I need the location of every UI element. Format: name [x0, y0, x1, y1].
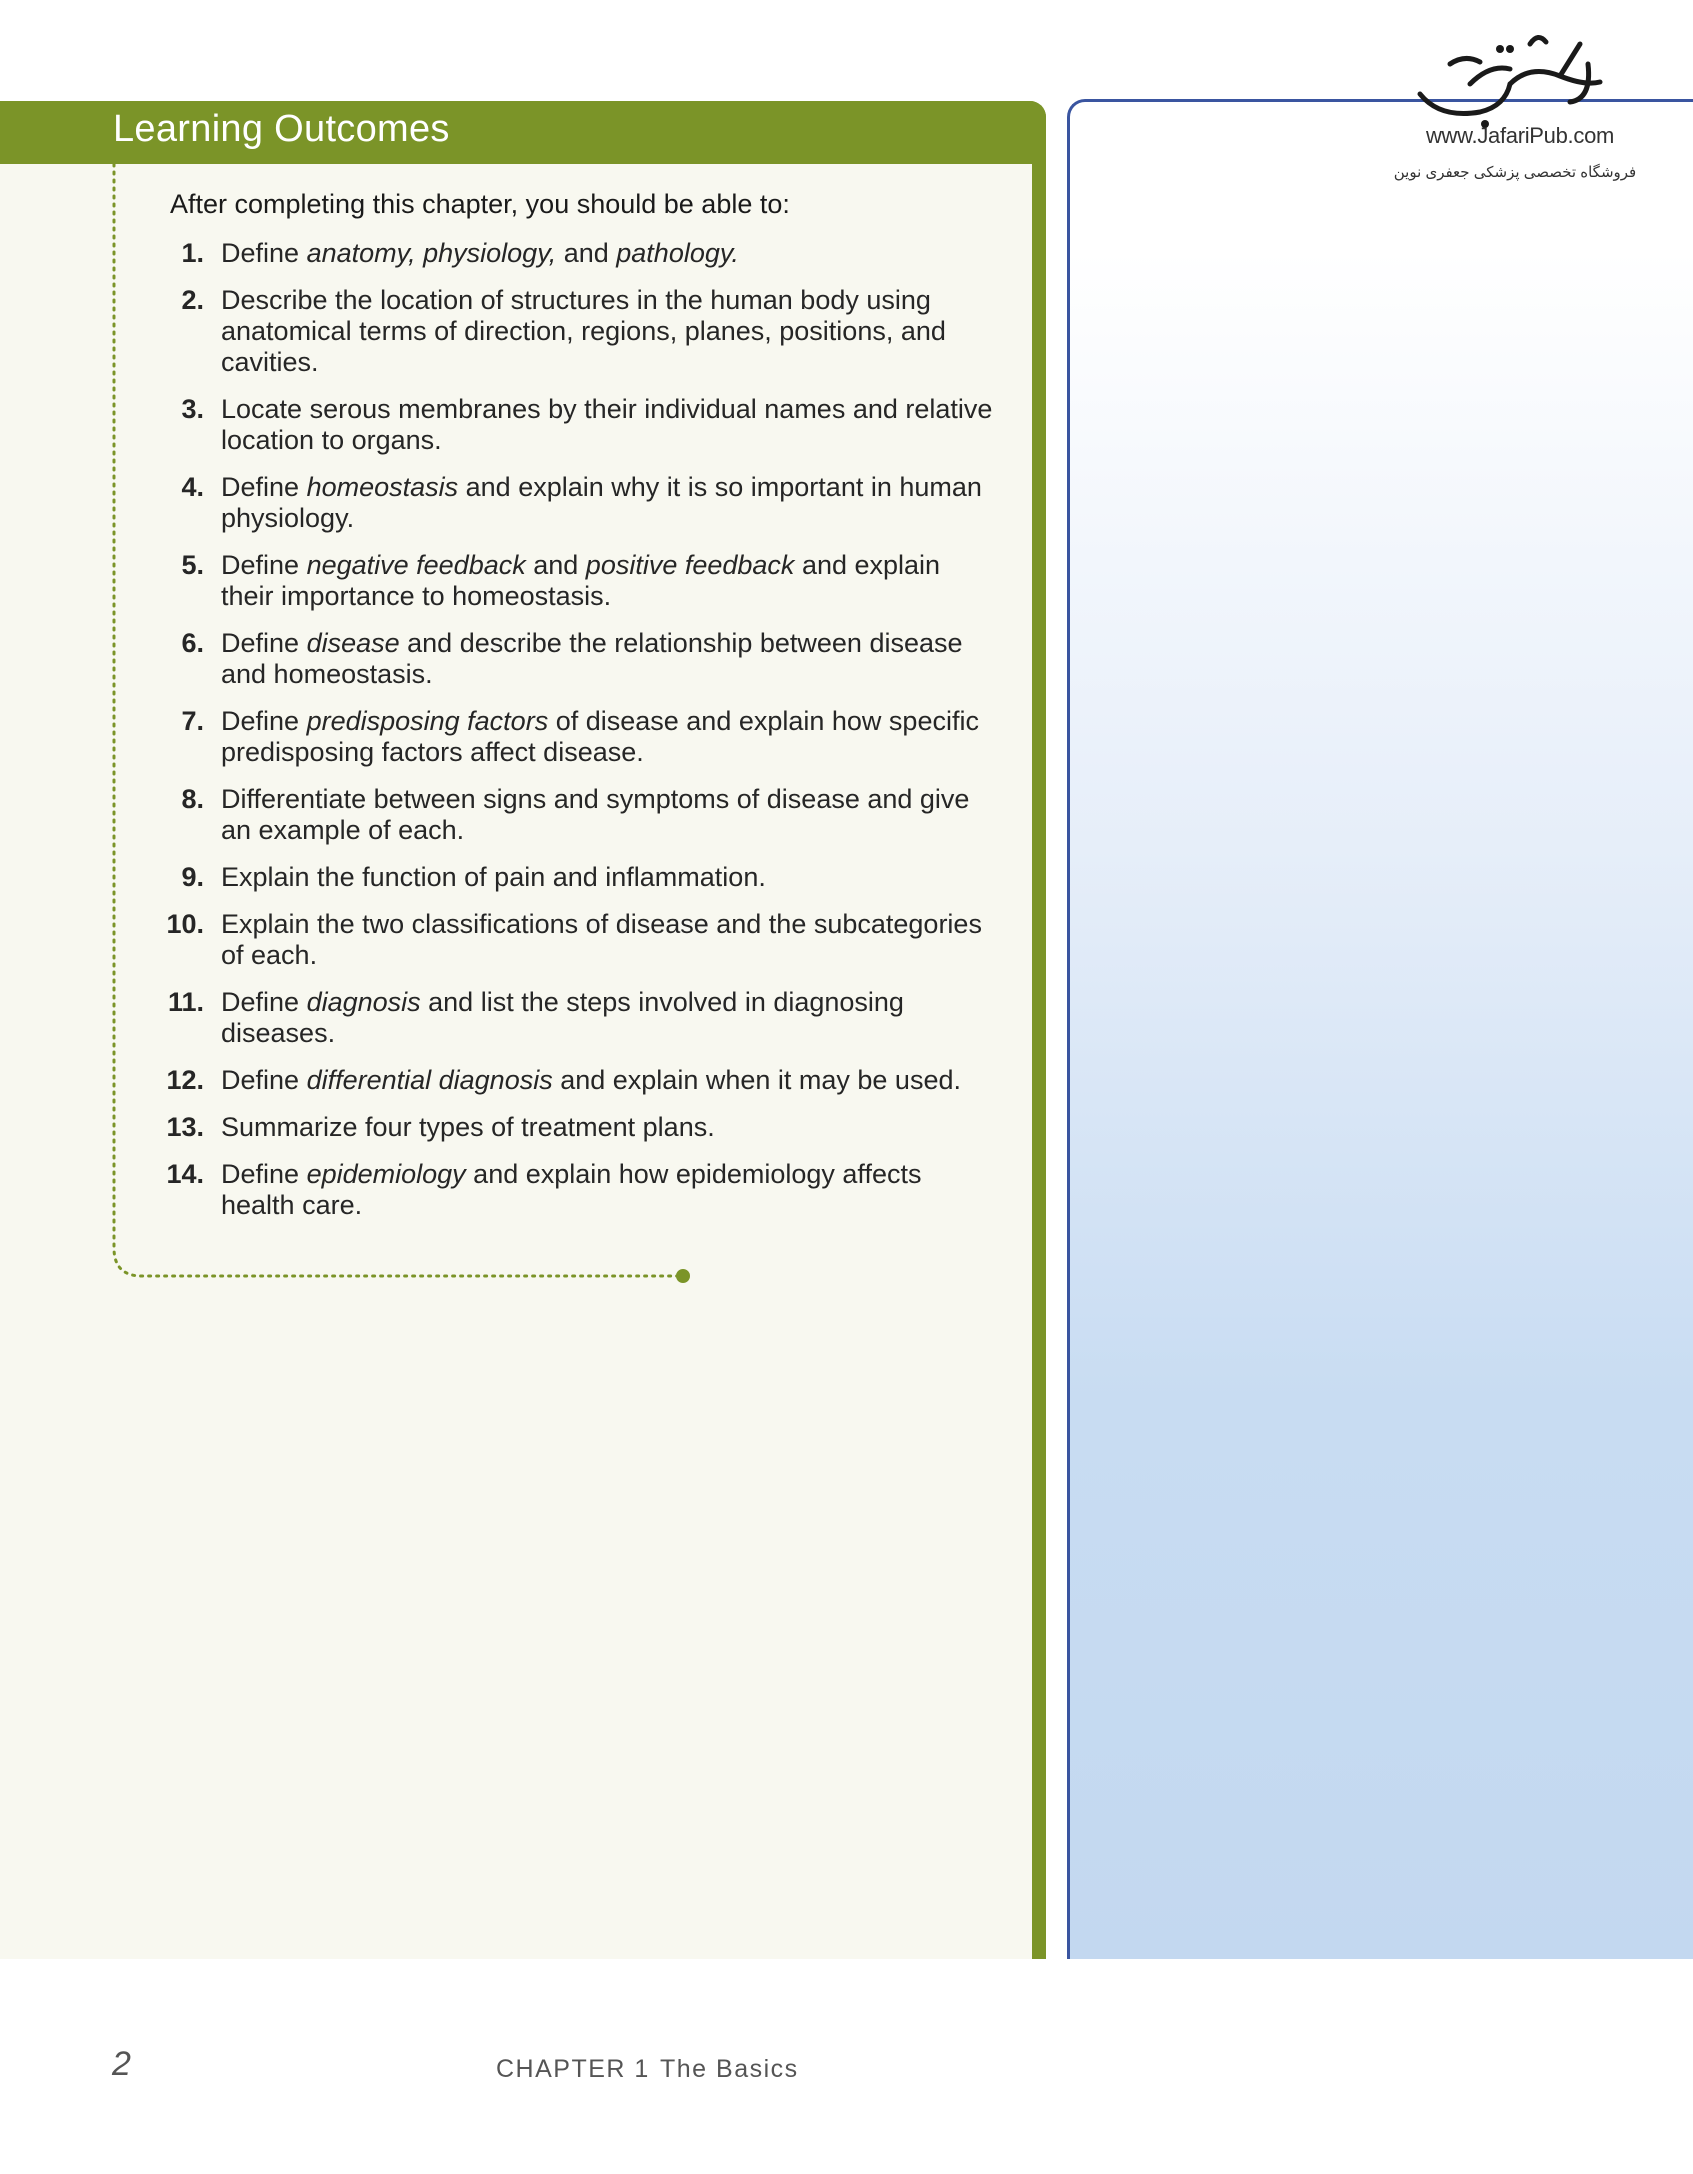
outcome-text-segment: Explain the two classifications of disease and the subcategories of each.: [221, 909, 982, 970]
outcome-text: [221, 472, 982, 533]
outcome-item: [160, 1065, 1000, 1096]
outcome-item: [160, 394, 1000, 456]
outcome-text-segment: Define: [221, 1065, 307, 1095]
outcome-term: positive feedback: [585, 550, 795, 580]
outcome-term: negative feedback: [306, 550, 526, 580]
outcome-text-segment: Define: [221, 238, 307, 268]
outcome-text-segment: Differentiate between signs and symptoms of disease and give an example of each.: [221, 784, 970, 845]
right-side-panel: [1067, 99, 1693, 1959]
outcome-item: [160, 1112, 1000, 1143]
outcome-text: [221, 706, 979, 767]
outcome-text-segment: Summarize four types of treatment plans.: [221, 1112, 715, 1142]
outcome-text-segment: and explain when it may be used.: [552, 1065, 961, 1095]
intro-text: After completing this chapter, you should be able to:: [170, 189, 790, 219]
outcome-text: [221, 550, 940, 611]
outcome-text: [221, 987, 904, 1048]
outcome-term: pathology.: [616, 238, 739, 268]
outcome-text-segment: Define: [221, 628, 307, 658]
outcome-item: [160, 628, 1000, 690]
outcome-text: [221, 784, 969, 845]
outcome-item: [160, 706, 1000, 768]
outcome-number: 5.: [181, 550, 204, 580]
outcomes-list: [160, 238, 1000, 1237]
panel-title: Learning Outcomes: [113, 108, 450, 150]
outcome-text-segment: Define: [221, 1159, 307, 1189]
outcome-text: [221, 1112, 715, 1142]
outcome-item: [160, 550, 1000, 612]
logo-subtitle: فروشگاه تخصصی پزشکی جعفری نوین: [1393, 164, 1637, 181]
outcome-term: disease: [306, 628, 400, 658]
outcome-text-segment: of disease and explain how specific predisposing factors affect disease.: [221, 706, 979, 767]
outcome-item: [160, 238, 1000, 269]
outcome-number: 6.: [181, 628, 204, 658]
outcome-text-segment: Define: [221, 987, 307, 1017]
outcome-text-segment: Define: [221, 472, 307, 502]
outcome-item: [160, 285, 1000, 378]
outcome-number: 9.: [181, 862, 204, 892]
outcome-item: [160, 472, 1000, 534]
outcome-item: [160, 784, 1000, 846]
outcome-text: [221, 285, 946, 377]
outcome-text: [221, 1065, 961, 1095]
outcome-number: 1.: [181, 238, 204, 268]
outcome-text: [221, 1159, 921, 1220]
outcome-text-segment: and: [556, 238, 617, 268]
outcome-text-segment: Explain the function of pain and inflammation.: [221, 862, 766, 892]
outcome-item: [160, 862, 1000, 893]
outcome-text-segment: and explain why it is so important in human physiology.: [221, 472, 982, 533]
jafaripub-logo-icon: [1410, 24, 1610, 134]
outcome-text-segment: and explain their importance to homeostasis.: [221, 550, 941, 611]
page-number: 2: [112, 2045, 131, 2083]
outcome-term: differential diagnosis: [306, 1065, 553, 1095]
outcome-number: 12.: [166, 1065, 204, 1095]
outcome-text-segment: and: [525, 550, 586, 580]
outcome-text-segment: Describe the location of structures in the human body using anatomical terms of direction, regions, planes, positions, and cavities.: [221, 285, 946, 377]
outcome-number: 8.: [181, 784, 204, 814]
chapter-title: The Basics: [660, 2055, 799, 2083]
outcome-text-segment: Define: [221, 706, 307, 736]
chapter-label: CHAPTER 1: [496, 2055, 650, 2083]
outcome-text: [221, 909, 982, 970]
outcome-text: [221, 628, 963, 689]
outcome-term: predisposing factors: [306, 706, 549, 736]
outcome-text-segment: and describe the relationship between disease and homeostasis.: [221, 628, 963, 689]
outcome-number: 11.: [167, 987, 204, 1017]
outcome-text: [221, 862, 766, 892]
outcome-number: 2.: [181, 285, 204, 315]
outcome-text-segment: Locate serous membranes by their individual names and relative location to organs.: [221, 394, 993, 455]
outcome-text-segment: and explain how epidemiology affects health care.: [221, 1159, 922, 1220]
outcome-item: [160, 987, 1000, 1049]
logo-url-text: www.JafariPub.com: [1425, 123, 1615, 148]
outcome-number: 13.: [166, 1112, 204, 1142]
outcome-text-segment: and list the steps involved in diagnosing diseases.: [221, 987, 904, 1048]
outcome-term: homeostasis: [306, 472, 459, 502]
outcome-number: 14.: [166, 1159, 204, 1189]
outcome-term: epidemiology: [306, 1159, 466, 1189]
outcome-number: 4.: [181, 472, 204, 502]
outcome-item: [160, 909, 1000, 971]
outcome-text-segment: Define: [221, 550, 307, 580]
outcome-text: [221, 394, 992, 455]
outcome-item: [160, 1159, 1000, 1221]
outcome-number: 7.: [181, 706, 204, 736]
outcome-number: 3.: [181, 394, 204, 424]
outcome-text: [221, 238, 739, 268]
outcome-term: diagnosis: [306, 987, 421, 1017]
outcome-number: 10.: [166, 909, 204, 939]
outcome-term: anatomy, physiology,: [306, 238, 557, 268]
